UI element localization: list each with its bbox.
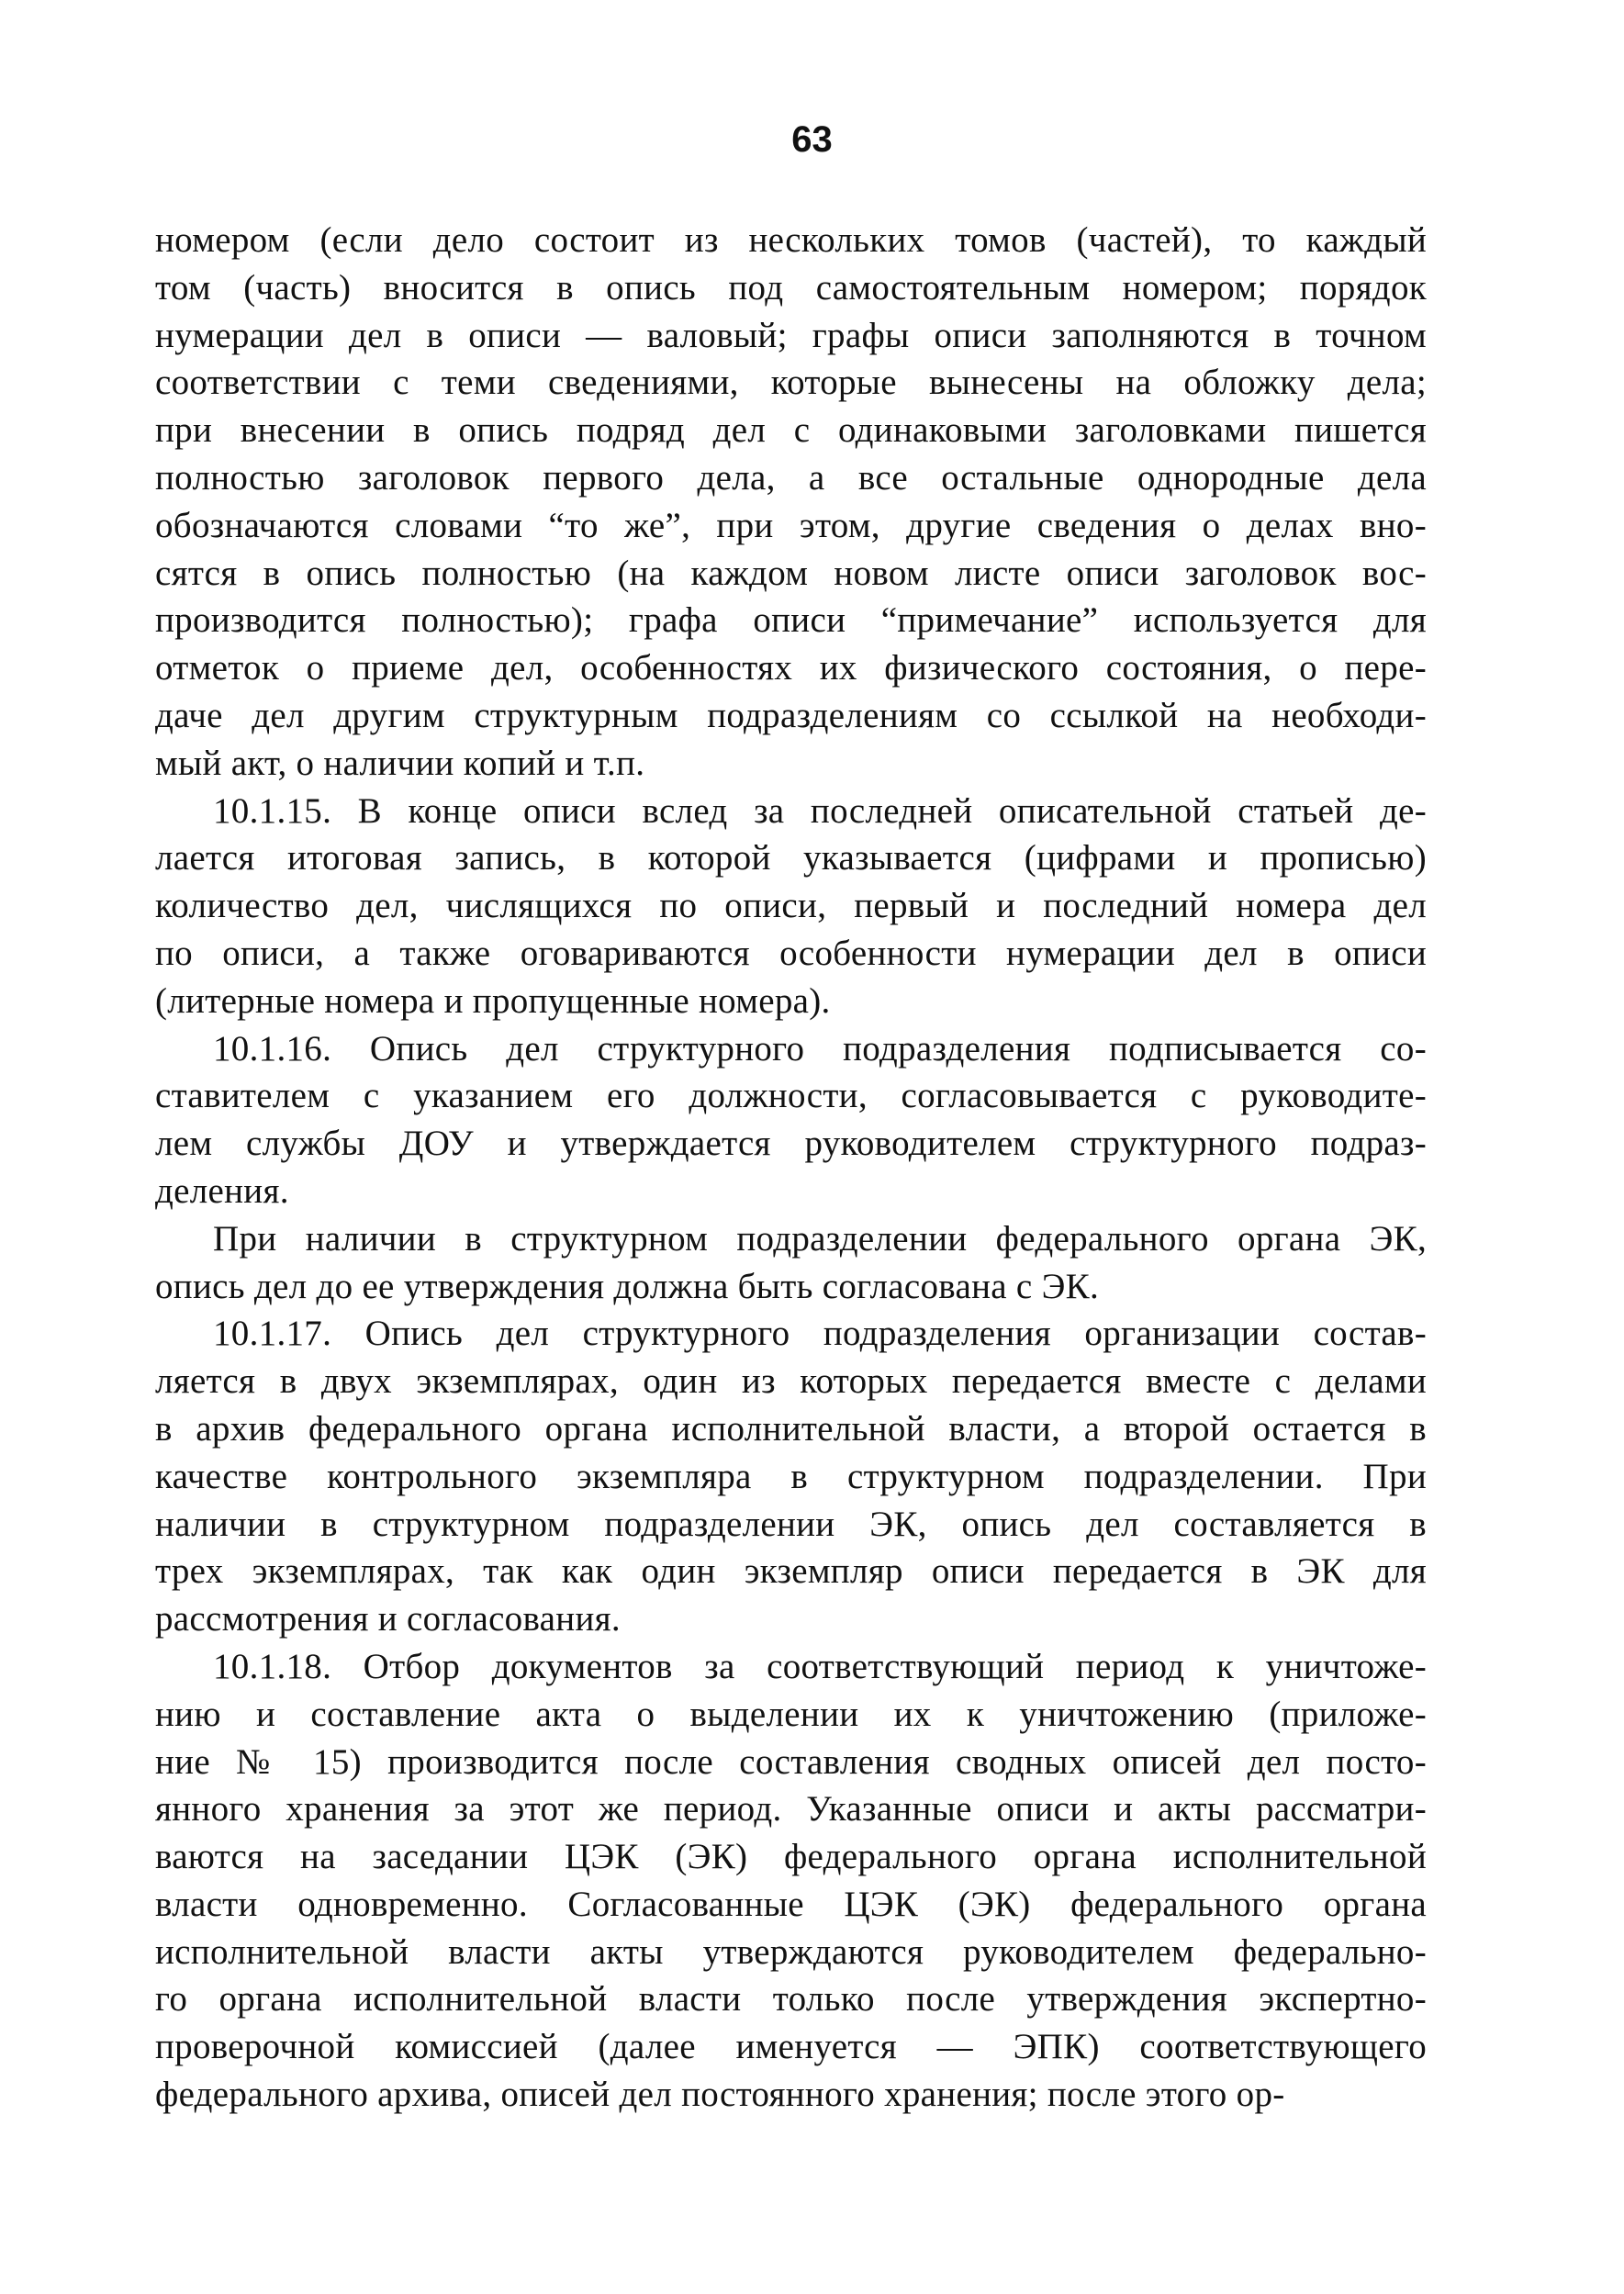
text-line: 10.1.17. Опись дел структурного подразделения организации состав- xyxy=(213,1314,1427,1354)
page-number: 63 xyxy=(791,119,833,160)
text-line: опись дел до ее утверждения должна быть согласована с ЭК. xyxy=(155,1266,1099,1306)
text-line: при внесении в опись подряд дел с одинаковыми заголовками пишется xyxy=(155,410,1427,451)
text-line: ние № 15) производится после составления сводных описей дел посто- xyxy=(155,1741,1427,1782)
text-line: номером (если дело состоит из нескольких томов (частей), то каждый xyxy=(155,220,1427,260)
text-line: в архив федерального органа исполнительной власти, а второй остается в xyxy=(155,1408,1427,1449)
document-body xyxy=(155,217,1427,2119)
text-line: соответствии с теми сведениями, которые вынесены на обложку дела; xyxy=(155,363,1427,403)
paragraph xyxy=(155,1215,1427,1311)
text-line: полностью заголовок первого дела, а все остальные однородные дела xyxy=(155,457,1427,498)
text-line: мый акт, о наличии копий и т.п. xyxy=(155,743,645,783)
text-line: (литерные номера и пропущенные номера). xyxy=(155,980,831,1021)
text-line: отметок о приеме дел, особенностях их физического состояния, о пере- xyxy=(155,648,1427,688)
paragraph xyxy=(155,788,1427,1025)
text-line: производится полностью); графа описи “примечание” используется для xyxy=(155,600,1427,641)
text-line: обозначаются словами “то же”, при этом, другие сведения о делах вно- xyxy=(155,505,1427,545)
text-line: При наличии в структурном подразделении федерального органа ЭК, xyxy=(213,1218,1427,1259)
text-line: власти одновременно. Согласованные ЦЭК (ЭК) федерального органа xyxy=(155,1884,1427,1924)
text-line: ваются на заседании ЦЭК (ЭК) федерального органа исполнительной xyxy=(155,1837,1427,1877)
text-line: количество дел, числящихся по описи, первый и последний номера дел xyxy=(155,886,1427,926)
text-line: рассмотрения и согласования. xyxy=(155,1599,621,1639)
text-line: 10.1.18. Отбор документов за соответствующий период к уничтоже- xyxy=(213,1646,1427,1686)
text-line: янного хранения за этот же период. Указанные описи и акты рассматри- xyxy=(155,1789,1427,1830)
text-line: го органа исполнительной власти только после утверждения экспертно- xyxy=(155,1979,1427,2020)
text-line: даче дел другим структурным подразделениям со ссылкой на необходи- xyxy=(155,695,1427,735)
text-line: нию и составление акта о выделении их к уничтожению (приложе- xyxy=(155,1694,1427,1734)
paragraph xyxy=(155,1310,1427,1643)
text-line: качестве контрольного экземпляра в структурном подразделении. При xyxy=(155,1456,1427,1496)
text-line: лем службы ДОУ и утверждается руководителем структурного подраз- xyxy=(155,1124,1427,1164)
paragraph xyxy=(155,217,1427,788)
text-line: проверочной комиссией (далее именуется — ЭПК) соответствующего xyxy=(155,2027,1427,2067)
text-line: трех экземплярах, так как один экземпляр описи передается в ЭК для xyxy=(155,1551,1427,1592)
text-line: деления. xyxy=(155,1170,289,1211)
text-line: федерального архива, описей дел постоянного хранения; после этого ор- xyxy=(155,2075,1285,2115)
text-line: 10.1.16. Опись дел структурного подразделения подписывается со- xyxy=(213,1028,1427,1069)
text-line: лается итоговая запись, в которой указывается (цифрами и прописью) xyxy=(155,838,1427,878)
text-line: ляется в двух экземплярах, один из которых передается вместе с делами xyxy=(155,1361,1427,1402)
text-line: наличии в структурном подразделении ЭК, опись дел составляется в xyxy=(155,1504,1427,1544)
text-line: 10.1.15. В конце описи вслед за последней описательной статьей де- xyxy=(213,790,1427,831)
text-line: нумерации дел в описи — валовый; графы описи заполняются в точном xyxy=(155,315,1427,355)
paragraph xyxy=(155,1643,1427,2119)
text-line: по описи, а также оговариваются особенности нумерации дел в описи xyxy=(155,933,1427,973)
paragraph xyxy=(155,1025,1427,1215)
text-line: ставителем с указанием его должности, согласовывается с руководите- xyxy=(155,1076,1427,1116)
text-line: сятся в опись полностью (на каждом новом листе описи заголовок вос- xyxy=(155,553,1427,593)
text-line: исполнительной власти акты утверждаются руководителем федерально- xyxy=(155,1931,1427,1972)
text-line: том (часть) вносится в опись под самостоятельным номером; порядок xyxy=(155,267,1427,308)
